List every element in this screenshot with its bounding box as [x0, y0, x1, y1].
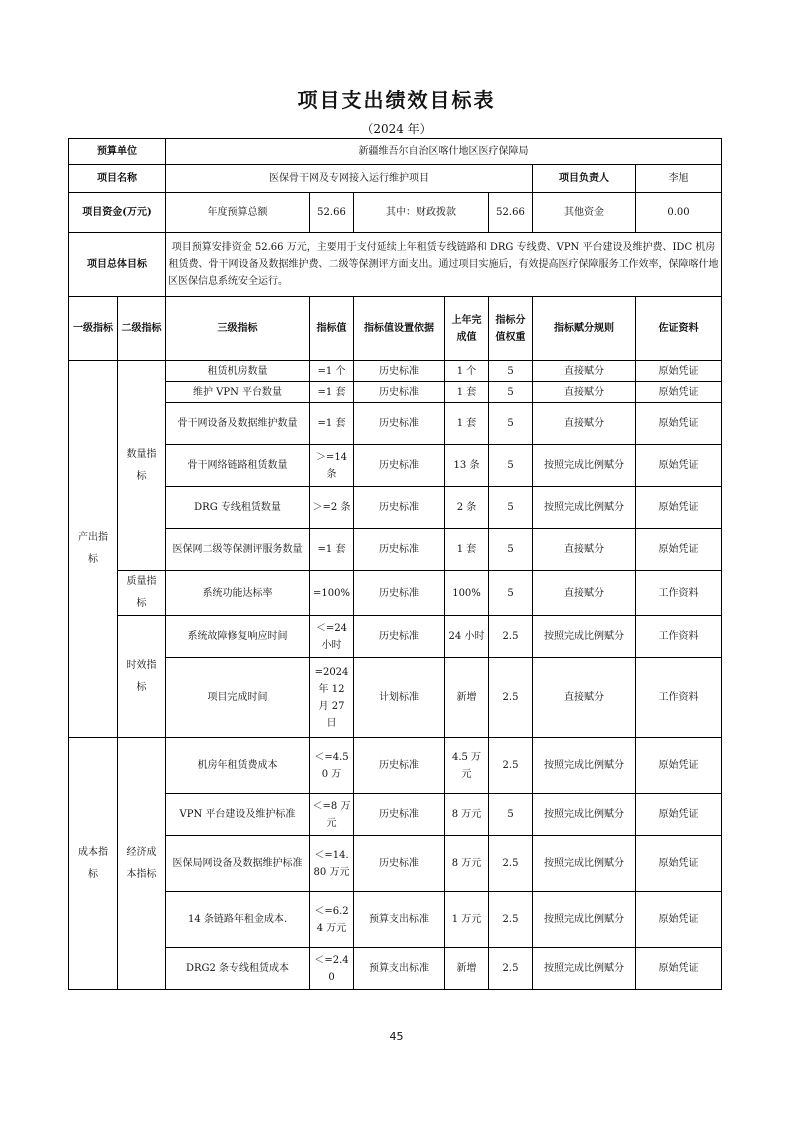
indicator-value: ＜=6.24 万元 — [310, 892, 354, 948]
page-number: 45 — [389, 1030, 404, 1043]
table-row — [69, 948, 722, 990]
evidence-type: 原始凭证 — [636, 529, 722, 571]
last-year-value: 4.5 万元 — [445, 738, 489, 794]
scoring-rule: 直接赋分 — [533, 382, 636, 403]
table-row — [69, 361, 722, 382]
indicator-weight: 2.5 — [489, 616, 533, 658]
indicator-value: =1 套 — [310, 382, 354, 403]
indicator-basis: 历史标准 — [354, 794, 445, 836]
indicator-value: =100% — [310, 571, 354, 616]
indicator-value: ＞=2 条 — [310, 487, 354, 529]
table-row — [69, 382, 722, 403]
table-row — [69, 529, 722, 571]
unit-value: 新疆维吾尔自治区喀什地区医疗保障局 — [166, 139, 722, 165]
table-row — [69, 892, 722, 948]
leader-label: 项目负责人 — [533, 165, 636, 193]
last-year-value: 1 万元 — [445, 892, 489, 948]
indicator-name: 机房年租赁费成本 — [166, 738, 310, 794]
indicator-basis: 历史标准 — [354, 738, 445, 794]
indicator-weight: 5 — [489, 382, 533, 403]
indicator-basis: 历史标准 — [354, 571, 445, 616]
evidence-type: 原始凭证 — [636, 487, 722, 529]
indicator-name: 14 条链路年租金成本. — [166, 892, 310, 948]
indicator-weight: 2.5 — [489, 892, 533, 948]
indicator-weight: 5 — [489, 361, 533, 382]
indicator-name: VPN 平台建设及维护标准 — [166, 794, 310, 836]
evidence-type: 原始凭证 — [636, 361, 722, 382]
unit-row — [69, 139, 722, 165]
evidence-type: 原始凭证 — [636, 948, 722, 990]
column-header-level3: 三级指标 — [166, 297, 310, 361]
indicator-basis: 预算支出标准 — [354, 948, 445, 990]
unit-label: 预算单位 — [69, 139, 166, 165]
other-funds-value: 0.00 — [636, 193, 722, 233]
cost-indicator-group: 成本指标 — [69, 738, 118, 990]
last-year-value: 13 条 — [445, 445, 489, 487]
indicator-name: 维护 VPN 平台数量 — [166, 382, 310, 403]
funds-label: 项目资金(万元) — [69, 193, 166, 233]
table-row — [69, 571, 722, 616]
scoring-rule: 按照完成比例赋分 — [533, 794, 636, 836]
fiscal-label: 其中：财政拨款 — [354, 193, 489, 233]
last-year-value: 8 万元 — [445, 794, 489, 836]
indicator-value: ＞=14 条 — [310, 445, 354, 487]
goal-label: 项目总体目标 — [69, 233, 166, 297]
table-row — [69, 836, 722, 892]
indicator-basis: 历史标准 — [354, 529, 445, 571]
indicator-weight: 2.5 — [489, 948, 533, 990]
indicator-value: ＜=24 小时 — [310, 616, 354, 658]
last-year-value: 1 套 — [445, 529, 489, 571]
table-row — [69, 445, 722, 487]
scoring-rule: 按照完成比例赋分 — [533, 616, 636, 658]
fiscal-value: 52.66 — [489, 193, 533, 233]
indicator-weight: 2.5 — [489, 738, 533, 794]
indicator-basis: 预算支出标准 — [354, 892, 445, 948]
indicator-name: 租赁机房数量 — [166, 361, 310, 382]
column-header-row — [69, 297, 722, 361]
last-year-value: 100% — [445, 571, 489, 616]
table-row — [69, 794, 722, 836]
last-year-value: 1 套 — [445, 403, 489, 445]
evidence-type: 原始凭证 — [636, 892, 722, 948]
last-year-value: 新增 — [445, 658, 489, 738]
funds-row — [69, 193, 722, 233]
evidence-type: 原始凭证 — [636, 738, 722, 794]
indicator-basis: 历史标准 — [354, 445, 445, 487]
indicator-value: ＜=4.50 万 — [310, 738, 354, 794]
indicator-value: =2024 年 12 月 27 日 — [310, 658, 354, 738]
indicator-basis: 历史标准 — [354, 403, 445, 445]
last-year-value: 1 套 — [445, 382, 489, 403]
indicator-weight: 2.5 — [489, 658, 533, 738]
scoring-rule: 按照完成比例赋分 — [533, 738, 636, 794]
economic-cost-indicator-group: 经济成本指标 — [118, 738, 166, 990]
indicator-basis: 历史标准 — [354, 361, 445, 382]
indicator-name: 医保局网设备及数据维护标准 — [166, 836, 310, 892]
indicator-name: DRG 专线租赁数量 — [166, 487, 310, 529]
indicator-basis: 历史标准 — [354, 487, 445, 529]
project-row — [69, 165, 722, 193]
last-year-value: 1 个 — [445, 361, 489, 382]
scoring-rule: 按照完成比例赋分 — [533, 948, 636, 990]
quality-indicator-group: 质量指标 — [118, 571, 166, 616]
evidence-type: 工作资料 — [636, 616, 722, 658]
indicator-name: 系统功能达标率 — [166, 571, 310, 616]
scoring-rule: 直接赋分 — [533, 403, 636, 445]
indicator-basis: 计划标准 — [354, 658, 445, 738]
scoring-rule: 按照完成比例赋分 — [533, 836, 636, 892]
other-funds-label: 其他资金 — [533, 193, 636, 233]
project-value: 医保骨干网及专网接入运行维护项目 — [166, 165, 533, 193]
column-header-level1: 一级指标 — [69, 297, 118, 361]
evidence-type: 工作资料 — [636, 658, 722, 738]
last-year-value: 24 小时 — [445, 616, 489, 658]
scoring-rule: 直接赋分 — [533, 361, 636, 382]
evidence-type: 原始凭证 — [636, 836, 722, 892]
indicator-name: 项目完成时间 — [166, 658, 310, 738]
indicator-weight: 5 — [489, 529, 533, 571]
indicator-weight: 5 — [489, 571, 533, 616]
column-header-basis: 指标值设置依据 — [354, 297, 445, 361]
table-row — [69, 616, 722, 658]
year-label: （2024 年） — [361, 122, 432, 136]
last-year-value: 2 条 — [445, 487, 489, 529]
column-header-last-year: 上年完成值 — [445, 297, 489, 361]
indicator-name: 系统故障修复响应时间 — [166, 616, 310, 658]
indicator-name: DRG2 条专线租赁成本 — [166, 948, 310, 990]
evidence-type: 原始凭证 — [636, 794, 722, 836]
table-row — [69, 487, 722, 529]
indicator-weight: 2.5 — [489, 836, 533, 892]
indicator-value: =1 套 — [310, 403, 354, 445]
evidence-type: 原始凭证 — [636, 445, 722, 487]
indicator-value: ＜=14.80 万元 — [310, 836, 354, 892]
scoring-rule: 直接赋分 — [533, 529, 636, 571]
indicator-basis: 历史标准 — [354, 616, 445, 658]
table-row — [69, 403, 722, 445]
column-header-value: 指标值 — [310, 297, 354, 361]
project-label: 项目名称 — [69, 165, 166, 193]
indicator-value: ＜=2.40 — [310, 948, 354, 990]
goal-row — [69, 233, 722, 297]
evidence-type: 原始凭证 — [636, 382, 722, 403]
scoring-rule: 直接赋分 — [533, 571, 636, 616]
column-header-rule: 指标赋分规则 — [533, 297, 636, 361]
indicator-value: =1 套 — [310, 529, 354, 571]
scoring-rule: 直接赋分 — [533, 658, 636, 738]
table-row — [69, 738, 722, 794]
last-year-value: 8 万元 — [445, 836, 489, 892]
goal-text: 项目预算安排资金 52.66 万元，主要用于支付延续上年租赁专线链路和 DRG 专线费、VPN 平台建设及维护费、IDC 机房租赁费、骨干网设备及数据维护费、二级等保测评方面支出。通过项目实施后，有效提高医疗保障服务工作效率，保障喀什地区医保信息系统安全运行。 — [166, 233, 722, 297]
indicator-name: 骨干网设备及数据维护数量 — [166, 403, 310, 445]
annual-budget-value: 52.66 — [310, 193, 354, 233]
last-year-value: 新增 — [445, 948, 489, 990]
evidence-type: 原始凭证 — [636, 403, 722, 445]
scoring-rule: 按照完成比例赋分 — [533, 487, 636, 529]
performance-table — [68, 138, 722, 990]
timeliness-indicator-group: 时效指标 — [118, 616, 166, 738]
indicator-basis: 历史标准 — [354, 836, 445, 892]
indicator-weight: 5 — [489, 445, 533, 487]
scoring-rule: 按照完成比例赋分 — [533, 445, 636, 487]
table-row — [69, 658, 722, 738]
indicator-name: 骨干网络链路租赁数量 — [166, 445, 310, 487]
page-title: 项目支出绩效目标表 — [297, 88, 496, 112]
indicator-basis: 历史标准 — [354, 382, 445, 403]
leader-value: 李旭 — [636, 165, 722, 193]
quantity-indicator-group: 数量指标 — [118, 361, 166, 571]
output-indicator-group: 产出指标 — [69, 361, 118, 738]
column-header-level2: 二级指标 — [118, 297, 166, 361]
column-header-evidence: 佐证资料 — [636, 297, 722, 361]
indicator-value: =1 个 — [310, 361, 354, 382]
indicator-weight: 5 — [489, 487, 533, 529]
scoring-rule: 按照完成比例赋分 — [533, 892, 636, 948]
indicator-name: 医保网二级等保测评服务数量 — [166, 529, 310, 571]
evidence-type: 工作资料 — [636, 571, 722, 616]
indicator-value: ＜=8 万元 — [310, 794, 354, 836]
annual-budget-label: 年度预算总额 — [166, 193, 310, 233]
indicator-weight: 5 — [489, 794, 533, 836]
column-header-weight: 指标分值权重 — [489, 297, 533, 361]
indicator-weight: 5 — [489, 403, 533, 445]
